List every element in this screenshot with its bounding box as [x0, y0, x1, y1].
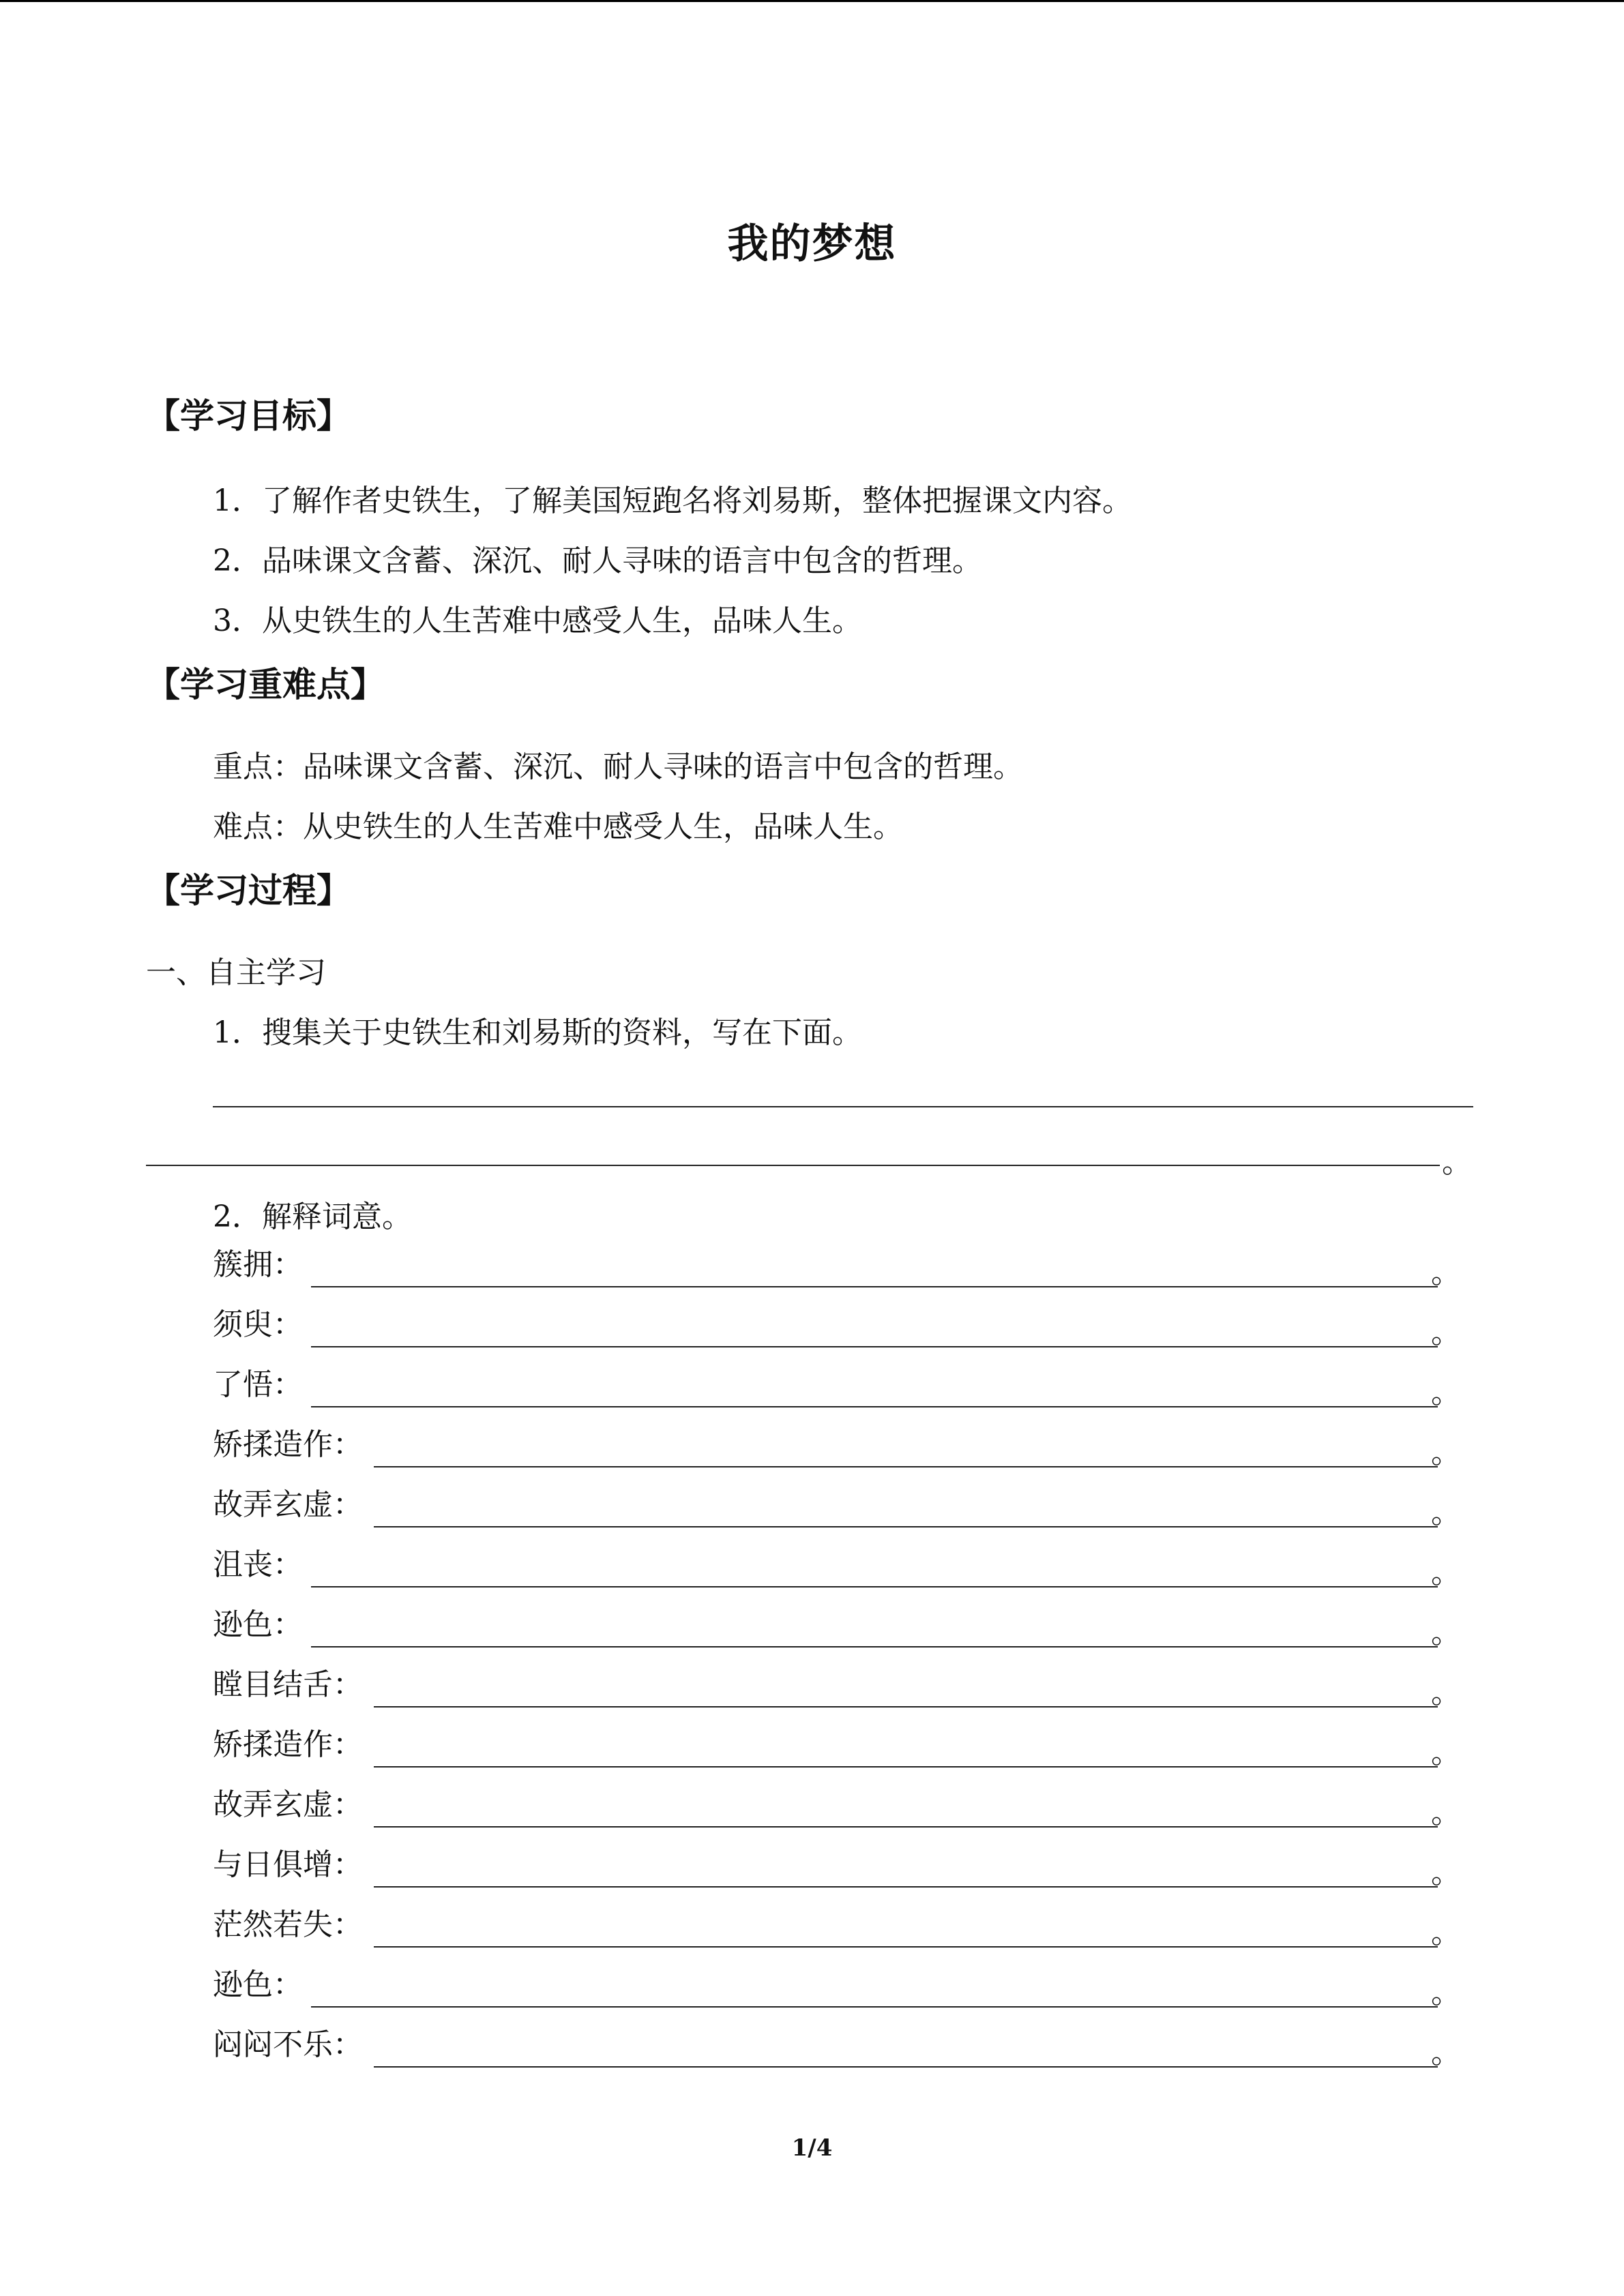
vocab-word: 簇拥： [213, 1247, 303, 1282]
key-point: 重点：品味课文含蓄、深沉、耐人寻味的语言中包含的哲理。 [213, 749, 1023, 784]
vocab-word: 矫揉造作： [213, 1427, 363, 1462]
question-2: 2．解释词意。 [213, 1199, 412, 1234]
vocab-period: 。 [1431, 1435, 1461, 1470]
vocab-row [213, 1907, 1461, 1948]
vocab-answer-line[interactable] [374, 1826, 1438, 1828]
vocab-answer-line[interactable] [374, 2066, 1438, 2068]
vocab-word: 了悟： [213, 1367, 303, 1402]
goal-item-2: 2．品味课文含蓄、深沉、耐人寻味的语言中包含的哲理。 [213, 543, 982, 578]
vocab-word: 矫揉造作： [213, 1727, 363, 1762]
vocab-row [213, 1247, 1461, 1290]
vocab-row [213, 2027, 1461, 2068]
difficult-point: 难点：从史铁生的人生苦难中感受人生，品味人生。 [213, 809, 903, 844]
vocab-answer-line[interactable] [311, 1346, 1438, 1347]
vocab-answer-line[interactable] [311, 1586, 1438, 1587]
vocab-answer-line[interactable] [374, 1946, 1438, 1948]
vocab-period: 。 [1431, 2036, 1461, 2070]
vocab-word: 与日俱增： [213, 1847, 363, 1882]
vocab-answer-line[interactable] [374, 1526, 1438, 1527]
vocab-word: 沮丧： [213, 1547, 303, 1582]
self-study-heading: 一、自主学习 [146, 955, 326, 990]
key-points-heading: 【学习重难点】 [146, 665, 385, 704]
vocab-period: 。 [1431, 1495, 1461, 1530]
vocab-answer-line[interactable] [374, 1466, 1438, 1467]
vocab-row [213, 1547, 1461, 1590]
vocab-word: 故弄玄虚： [213, 1487, 363, 1522]
vocab-word: 逊色： [213, 1967, 303, 2002]
vocab-period: 。 [1431, 1976, 1461, 2010]
vocab-answer-line[interactable] [311, 1286, 1438, 1287]
vocab-period: 。 [1431, 1375, 1461, 1410]
vocab-answer-line[interactable] [311, 1646, 1438, 1648]
goal-item-3: 3．从史铁生的人生苦难中感受人生，品味人生。 [213, 603, 862, 638]
vocab-period: 。 [1431, 1915, 1461, 1950]
vocab-word: 逊色： [213, 1607, 303, 1642]
vocab-answer-line[interactable] [311, 1406, 1438, 1407]
vocab-row [213, 1427, 1461, 1470]
page-number: 1/4 [791, 2134, 833, 2162]
vocab-period: 。 [1431, 1615, 1461, 1650]
vocab-period: 。 [1431, 1255, 1461, 1290]
vocab-word: 须臾： [213, 1307, 303, 1342]
vocab-row [213, 1847, 1461, 1888]
vocab-word: 茫然若失： [213, 1907, 363, 1942]
page-top-border [0, 0, 1624, 2]
vocab-period: 。 [1431, 1555, 1461, 1590]
vocab-row [213, 1787, 1461, 1828]
vocab-answer-line[interactable] [374, 1766, 1438, 1768]
answer-line-1[interactable] [213, 1106, 1473, 1107]
vocab-row [213, 1607, 1461, 1648]
vocab-period: 。 [1431, 1795, 1461, 1830]
vocab-period: 。 [1431, 1735, 1461, 1770]
vocab-row [213, 1307, 1461, 1350]
vocab-answer-line[interactable] [374, 1706, 1438, 1708]
question-1: 1．搜集关于史铁生和刘易斯的资料，写在下面。 [213, 1015, 862, 1050]
vocab-period: 。 [1431, 1315, 1461, 1350]
answer-line-2[interactable] [146, 1165, 1440, 1166]
vocab-word: 故弄玄虚： [213, 1787, 363, 1822]
vocab-row [213, 1367, 1461, 1410]
goal-item-1: 1．了解作者史铁生，了解美国短跑名将刘易斯，整体把握课文内容。 [213, 483, 1132, 518]
vocab-word: 闷闷不乐： [213, 2027, 363, 2062]
page-title: 我的梦想 [727, 220, 897, 268]
vocab-period: 。 [1431, 1855, 1461, 1890]
vocab-row [213, 1667, 1461, 1708]
vocab-row [213, 1727, 1461, 1768]
process-heading: 【学习过程】 [146, 871, 351, 910]
vocab-answer-line[interactable] [374, 1886, 1438, 1888]
answer-period: 。 [1442, 1145, 1472, 1180]
vocab-answer-line[interactable] [311, 2006, 1438, 2008]
vocab-word: 瞠目结舌： [213, 1667, 363, 1702]
vocab-period: 。 [1431, 1675, 1461, 1710]
vocab-row [213, 1487, 1461, 1530]
goals-heading: 【学习目标】 [146, 396, 351, 436]
vocab-row [213, 1967, 1461, 2008]
